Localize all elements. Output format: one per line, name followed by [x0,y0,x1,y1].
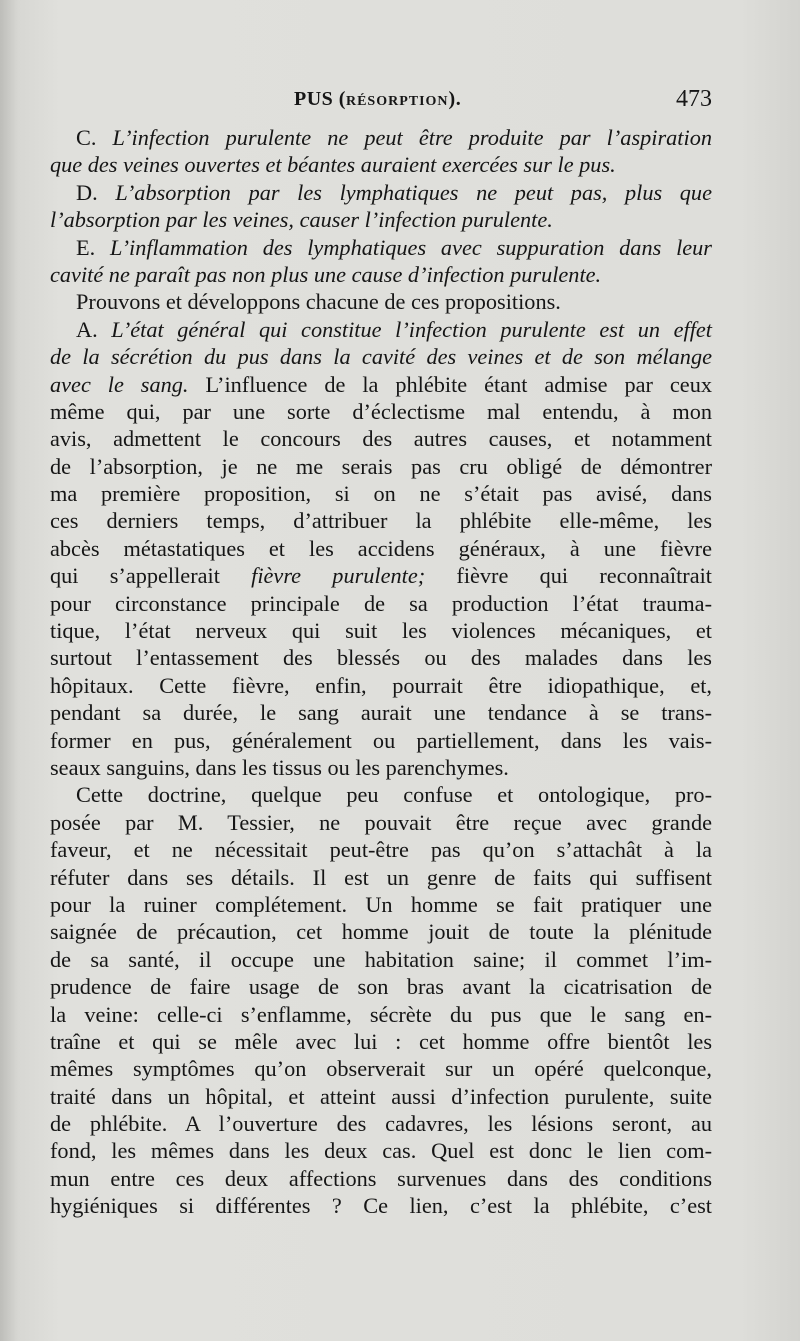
text-line [50,918,712,945]
text-segment: Cette doctrine, quelque peu confuse et ontologique, pro- [76,782,712,808]
text-segment: ces derniers temps, d’attribuer la phlébite elle-même, les [50,508,712,534]
text-line [50,946,712,973]
text-line [50,1001,712,1028]
text-line [50,151,712,178]
text-segment: faveur, et ne nécessitait peut-être pas qu’on s’attachât à la [50,837,712,863]
italic-text: de la sécrétion du pus dans la cavité des veines et de son mélange [50,344,712,370]
text-segment: former en pus, généralement ou partiellement, dans les vais- [50,727,712,753]
text-line [50,699,712,726]
text-line [50,590,712,617]
text-segment: mêmes symptômes qu’on observerait sur un opéré quelconque, [50,1056,712,1082]
text-line [50,179,712,206]
text-line [50,261,712,288]
text-segment: pendant sa durée, le sang aurait une tendance à se trans- [50,700,712,726]
text-line [50,288,712,315]
text-line [50,781,712,808]
text-segment: seaux sanguins, dans les tissus ou les parenchymes. [50,754,509,780]
italic-text: l’absorption par les veines, causer l’infection purulente. [50,207,553,233]
text-line [50,727,712,754]
running-head-end: ). [448,88,462,110]
text-line [50,1028,712,1055]
page-header [50,88,712,118]
text-segment: ma première proposition, si on ne s’était pas avisé, dans [50,481,712,507]
running-head [294,88,461,111]
text-segment: fond, les mêmes dans les deux cas. Quel est donc le lien com- [50,1138,712,1164]
text-segment: surtout l’entassement des blessés ou des malades dans les [50,645,712,671]
italic-text: L’état général qui constitue l’infection purulente est un effet [111,316,712,342]
text-line [50,754,712,781]
text-line [50,1055,712,1082]
running-head-smallcaps: RÉSORPTION [345,94,449,109]
text-segment: tique, l’état nerveux qui suit les violences mécaniques, et [50,618,712,644]
text-segment: saignée de précaution, cet homme jouit de toute la plénitude [50,919,712,945]
text-line [50,425,712,452]
text-segment: de l’absorption, je ne me serais pas cru obligé de démontrer [50,453,712,479]
text-segment: qui s’appellerait [50,563,252,589]
text-segment: D. [76,179,116,205]
text-line [50,1110,712,1137]
text-segment: avis, admettent le concours des autres causes, et notamment [50,426,712,452]
text-line [50,316,712,343]
text-segment: pour la ruiner complétement. Un homme se fait pratiquer une [50,891,712,917]
italic-text: L’inflammation des lymphatiques avec suppuration dans leur [110,234,712,260]
text-line [50,1192,712,1219]
text-line [50,371,712,398]
text-line [50,343,712,370]
text-segment: traîne et qui se mêle avec lui : cet homme offre bientôt les [50,1028,712,1054]
text-segment: de phlébite. A l’ouverture des cadavres, les lésions seront, au [50,1111,712,1137]
text-line [50,644,712,671]
text-segment: fièvre qui reconnaîtrait [425,563,712,589]
text-line [50,1137,712,1164]
text-line [50,453,712,480]
text-segment: de sa santé, il occupe une habitation saine; il commet l’im- [50,946,712,972]
text-segment: mun entre ces deux affections survenues dans des conditions [50,1165,712,1191]
text-line [50,1165,712,1192]
italic-text: L’infection purulente ne peut être produite par l’aspiration [112,125,712,150]
italic-text: fièvre purulente; [251,563,426,589]
italic-text: L’absorption par les lymphatiques ne peut pas, plus que [115,179,712,205]
text-line [50,124,712,151]
text-segment: L’influence de la phlébite étant admise par ceux [188,371,712,397]
text-segment: réfuter dans ses détails. Il est un genre de faits qui suffisent [50,864,712,890]
body-text [50,124,712,1220]
text-segment: même qui, par une sorte d’éclectisme mal entendu, à mon [50,398,712,424]
text-segment: E. [76,234,110,260]
italic-text: que des veines ouvertes et béantes auraient exercées sur le pus. [50,152,616,178]
text-line [50,672,712,699]
text-line [50,562,712,589]
text-line [50,1083,712,1110]
text-segment: hôpitaux. Cette fièvre, enfin, pourrait être idiopathique, et, [50,672,712,698]
text-line [50,617,712,644]
italic-text: avec le sang. [50,371,189,397]
text-segment: traité dans un hôpital, et atteint aussi d’infection purulente, suite [50,1083,712,1109]
text-line [50,973,712,1000]
text-segment: C. [76,125,113,150]
text-segment: A. [76,316,112,342]
text-line [50,535,712,562]
italic-text: cavité ne paraît pas non plus une cause d’infection purulente. [50,261,602,287]
text-line [50,480,712,507]
text-segment: pour circonstance principale de sa production l’état trauma- [50,590,712,616]
text-line [50,864,712,891]
text-segment: la veine: celle-ci s’enflamme, sécrète du pus que le sang en- [50,1001,712,1027]
text-segment: prudence de faire usage de son bras avant la cicatrisation de [50,974,712,1000]
text-segment: posée par M. Tessier, ne pouvait être reçue avec grande [50,809,712,835]
running-head-main: PUS ( [294,88,346,110]
text-line [50,234,712,261]
page-number: 473 [676,86,712,112]
text-segment: hygiéniques si différentes ? Ce lien, c’est la phlébite, c’est [50,1193,712,1219]
text-line [50,809,712,836]
text-line [50,891,712,918]
text-line [50,206,712,233]
text-line [50,398,712,425]
text-line [50,836,712,863]
text-line [50,507,712,534]
text-segment: Prouvons et développons chacune de ces propositions. [76,289,561,315]
text-segment: abcès métastatiques et les accidens généraux, à une fièvre [50,535,712,561]
